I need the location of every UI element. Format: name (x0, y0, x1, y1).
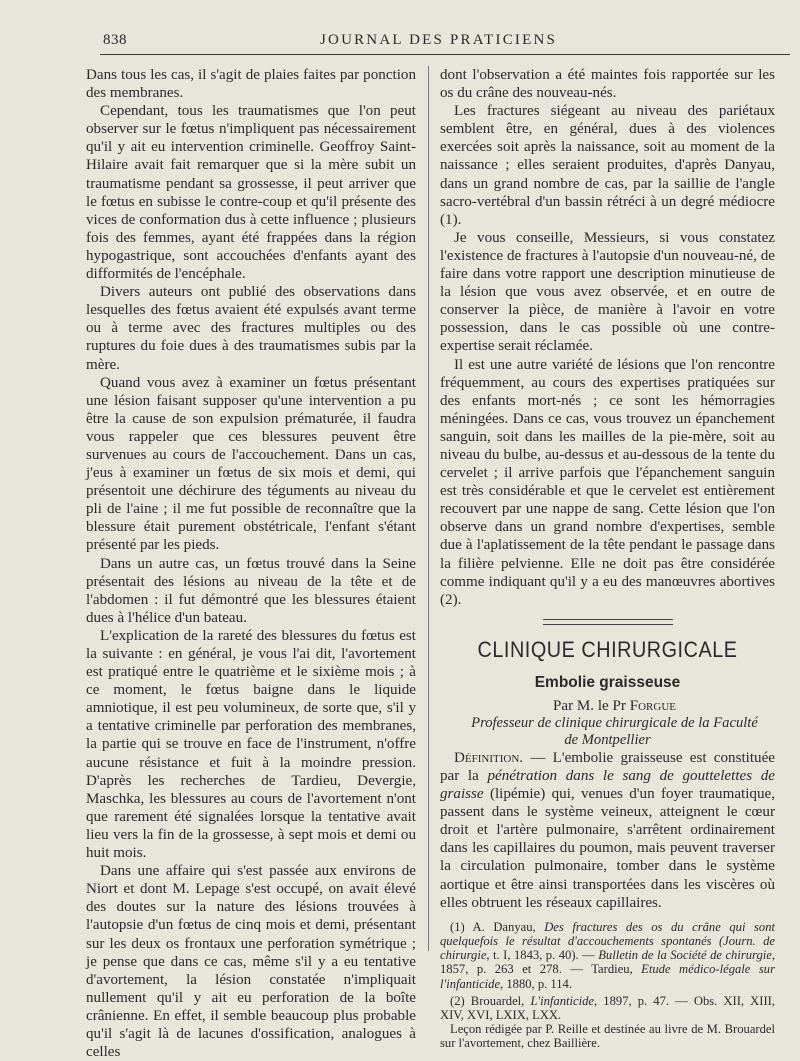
article-title: Embolie graisseuse (534, 673, 681, 691)
right-column (440, 66, 775, 1051)
byline-author: Forgue (629, 697, 677, 714)
footnotes (440, 920, 775, 1051)
running-title: JOURNAL DES PRATICIENS (320, 32, 558, 48)
page-header (0, 28, 800, 58)
footnote-1-ref-2: 1857, p. 263 et 278. — Tardieu, (440, 962, 642, 977)
footnote-1-end: 1880, p. 114. (503, 976, 573, 991)
column-divider (428, 66, 429, 951)
left-paragraph-6: L'explication de la rareté des blessures du fœtus est la suivante : en général, je vous l'ai dit, l'avortement est pratiqué entre le quatrième et le sixième mois ; à ce moment, le fœtus baigne dans le liquide amniotique, il est peu volumineux, de sorte que, s'il y a tentative criminelle par perforation des membranes, la partie qui se trouve en face de l'instrument, n'offre aucune résistance et fuit à la moindre pression. D'après les recherches de Tardieu, Devergie, Maschka, les blessures au cours de l'avortement n'ont que rarement été signalées lorsque la tentative avait lieu vers la fin de la grossesse, à sept mois et demi ou huit mois. (86, 627, 416, 862)
right-paragraph-4: Il est une autre variété de lésions que l'on rencontre fréquemment, au cours des expertises pratiquées sur des enfants mort-nés ; ce sont les hémorragies méningées. Dans ce cas, vous trouvez un épanchement sanguin, soit dans les mailles de la pie-mère, soit au niveau du bulbe, au-dessus et au-dessous de la tente du cervelet ; il arrive parfois que l'épanchement sanguin est très considérable et que le cervelet est entièrement recouvert par une nappe de sang. Cette lésion que l'on observe dans un grand nombre d'expertises, semble due à l'aplatissement de la tête pendant le passage dans la filière pelvienne. Elle ne doit pas être considérée comme indiquant qu'il y a eu des manœuvres abortives (2). (440, 356, 775, 608)
definition-body: (lipémie) qui, venues d'un foyer traumatique, passent dans le système veineux, atteignent le cœur droit et l'artère pulmonaire, s'arrêtent ordinairement dans les capillaires du poumon, mais peuvent traverser la circulation pulmonaire, tomber dans le système aortique et être ainsi transportées dans les viscères où elles obtruent les réseaux capillaires. (440, 786, 775, 911)
definition-intro: — L'embolie graisseuse est constituée par la (440, 749, 775, 784)
footnote-1 (440, 920, 775, 991)
right-paragraph-2: Les fractures siégeant au niveau des pariétaux semblent être, en général, dues à des violences exercées soit après la naissance, soit au moment de la naissance ; elles seraient produites, d'après Danyau, dans un grand nombre de cas, par la saillie de l'angle sacro-vertébral d'un bassin rétréci à un degré médiocre (1). (440, 103, 775, 228)
header-rule (100, 54, 790, 55)
author-affiliation (440, 715, 775, 749)
right-paragraph-1: dont l'observation a été maintes fois rapportée sur les os du crâne des nouveau-nés. (440, 67, 775, 102)
footnote-2-ref: 1897, p. 47. — Obs. XII, XIII, XIV, XVI, LXIX, LXX. (440, 993, 775, 1022)
left-paragraph-2: Cependant, tous les traumatismes que l'on peut observer sur le fœtus n'impliquent pas nécessairement qu'il y ait eu intervention criminelle. Geoffroy Saint-Hilaire avait fait remarquer que si la mère subit un traumatisme pendant sa grossesse, il peut arriver que le fœtus en subisse le contre-coup et qu'il présente des vices de conformation dus à cette influence ; plusieurs fois des femmes, ayant été frappées dans la région hypogastrique, sont accouchées d'enfants ayant des difformités de l'encéphale. (86, 103, 416, 283)
section-heading: CLINIQUE CHIRURGICALE (477, 636, 738, 662)
footnote-1-etude: Etude médico-légale sur l'infanticide, (440, 962, 775, 991)
footnote-1-author: (1) A. Danyau, (450, 919, 545, 934)
footnote-3: Leçon rédigée par P. Reille et destinée au livre de M. Brouardel sur l'avortement, chez Baillière. (440, 1022, 775, 1051)
page-number: 838 (103, 32, 127, 48)
footnote-1-bulletin: Bulletin de la Société de chirurgie, (598, 948, 775, 963)
left-paragraph-3: Divers auteurs ont publié des observations dans lesquelles des fœtus avaient été expulsés avant terme ou à terme avec des fractures multiples ou des ruptures du foie dues à des traumatismes subis par la mère. (86, 284, 416, 373)
definition-emphasis: pénétration dans le sang de gouttelettes de graisse (440, 768, 775, 803)
footnote-2-title: L'infanticide, (530, 993, 598, 1008)
section-separator (543, 619, 673, 625)
footnote-2 (440, 994, 775, 1022)
definition-paragraph (440, 749, 775, 912)
footnote-1-ref: t. I, 1843, p. 40). — (489, 948, 599, 963)
right-paragraph-3: Je vous conseille, Messieurs, si vous constatez l'existence de fractures à l'autopsie d'un nouveau-né, de faire dans votre rapport une description minutieuse de la lésion que vous avez observée, et en outre de conserver la pièce, de manière à l'avoir en votre possession, dans le cas possible où une contre-expertise serait réclamée. (440, 229, 775, 355)
byline-prefix: Par M. le Pr (552, 697, 626, 714)
left-column (86, 66, 416, 1061)
left-paragraph-7: Dans une affaire qui s'est passée aux environs de Niort et dont M. Lepage s'est occupé, on avait élevé des doutes sur la nature des lésions trouvées à l'autopsie d'un fœtus de cinq mois et demi, présentant sur les deux os frontaux une perforation symétrique ; je pense que dans ce cas, même s'il y a eu tentative d'avortement, la lésion constatée n'impliquait nullement qu'il y ait eu perforation de la boîte crânienne. En effet, il semble beaucoup plus probable qu'il s'agit là de lacunes d'ossification, analogues à celles (86, 863, 416, 1061)
byline (440, 697, 775, 715)
left-paragraph-4: Quand vous avez à examiner un fœtus présentant une lésion faisant supposer qu'une intervention a pu être la cause de son expulsion prématurée, il faudra vous rappeler que ces blessures peuvent être survenues au cours de l'accouchement. Dans un cas, j'eus à examiner un fœtus de six mois et demi, qui présentoit une déchirure des téguments au niveau du pli de l'aine ; il me fut possible de reconnaître que la blessure était purement obstétricale, l'enfant s'étant présenté par les pieds. (86, 374, 416, 554)
footnote-2-author: (2) Brouardel, (450, 993, 531, 1008)
left-paragraph-1: Dans tous les cas, il s'agit de plaies faites par ponction des membranes. (86, 67, 416, 102)
footnote-1-title: Des fractures des os du crâne qui sont quelquefois le résultat d'accouchements spontanés (Journ. de chirurgie, (440, 919, 775, 963)
affiliation-line-1: Professeur de clinique chirurgicale de la Faculté (471, 714, 758, 731)
definition-label: Définition. (454, 749, 524, 766)
left-paragraph-5: Dans un autre cas, un fœtus trouvé dans la Seine présentait des lésions au niveau de la tête et de l'abdomen : il fut démontré que les blessures étaient dues à l'hélice d'un bateau. (86, 555, 416, 626)
affiliation-line-2: de Montpellier (564, 731, 651, 748)
